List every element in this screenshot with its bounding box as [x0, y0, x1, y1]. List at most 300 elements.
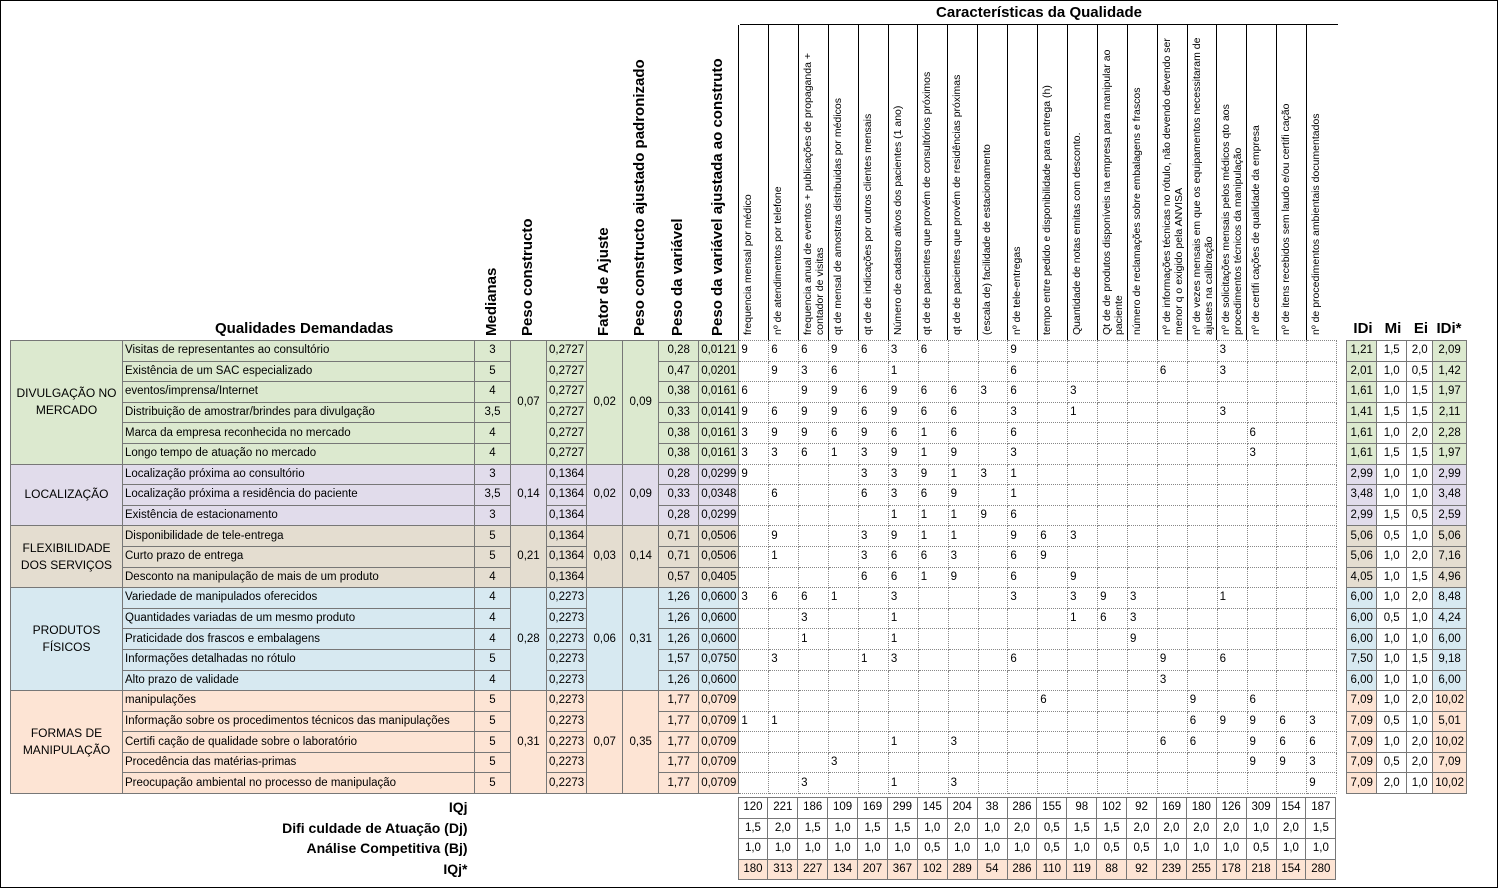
footer-value: 92 — [1127, 798, 1157, 819]
relationship-cell: 6 — [769, 341, 799, 362]
relationship-cell — [1247, 546, 1277, 567]
relationship-cell — [739, 546, 769, 567]
footer-value: 1,0 — [1216, 839, 1246, 860]
relationship-cell: 6 — [1277, 711, 1307, 732]
relationship-cell — [1068, 485, 1098, 506]
relationship-cell — [1127, 485, 1157, 506]
quality-header-2 — [798, 25, 829, 340]
relationship-cell — [829, 505, 859, 526]
relationship-cell — [918, 732, 948, 753]
ei-value: 2,0 — [1407, 423, 1433, 444]
separator — [1337, 567, 1347, 588]
relationship-cell: 3 — [888, 588, 918, 609]
relationship-cell: 9 — [1157, 649, 1187, 670]
mediana: 5 — [475, 711, 511, 732]
relationship-cell: 6 — [918, 382, 948, 403]
peso-variavel-ajustada: 0,0506 — [699, 546, 739, 567]
relationship-cell — [1277, 382, 1307, 403]
relationship-cell — [829, 773, 859, 794]
relationship-cell: 1 — [769, 546, 799, 567]
relationship-cell — [1127, 546, 1157, 567]
relationship-cell — [1098, 567, 1128, 588]
caracteristicas-title: Características da Qualidade — [936, 4, 1142, 21]
mi-value: 1,0 — [1377, 361, 1407, 382]
relationship-cell — [1127, 382, 1157, 403]
peso-variavel-ajustada: 0,0161 — [699, 443, 739, 464]
relationship-cell — [799, 649, 829, 670]
demand-label: Localização próxima a residência do paciente — [123, 485, 475, 506]
quality-header-label: nº de certifi cações de qualidade da empresa — [1250, 125, 1263, 335]
group-name: LOCALIZAÇÃO — [11, 464, 123, 526]
relationship-cell: 6 — [769, 402, 799, 423]
separator — [1337, 752, 1347, 773]
relationship-cell — [769, 382, 799, 403]
relationship-cell — [918, 773, 948, 794]
footer-value: 110 — [1037, 859, 1067, 880]
idi-value: 6,00 — [1347, 608, 1377, 629]
qfd-footer — [10, 797, 1336, 880]
idi-value: 7,09 — [1347, 752, 1377, 773]
footer-label: IQj — [448, 799, 468, 816]
mi-value: 1,0 — [1377, 629, 1407, 650]
relationship-cell: 3 — [799, 608, 829, 629]
relationship-cell — [1157, 608, 1187, 629]
relationship-cell — [1038, 382, 1068, 403]
relationship-cell — [1217, 567, 1247, 588]
relationship-cell: 3 — [858, 526, 888, 547]
peso-variavel: 1,77 — [659, 773, 699, 794]
relationship-cell: 6 — [948, 423, 978, 444]
footer-value: 88 — [1097, 859, 1127, 880]
footer-value: 1,0 — [977, 818, 1007, 839]
relationship-cell — [1038, 670, 1068, 691]
relationship-cell: 3 — [948, 546, 978, 567]
separator — [1337, 505, 1347, 526]
relationship-cell — [799, 752, 829, 773]
relationship-cell — [739, 361, 769, 382]
peso-constructo: 0,07 — [511, 341, 547, 465]
relationship-cell: 3 — [1217, 402, 1247, 423]
mi-value: 0,5 — [1377, 752, 1407, 773]
relationship-cell: 9 — [1068, 567, 1098, 588]
footer-label: IQj* — [443, 861, 468, 878]
relationship-cell — [1157, 382, 1187, 403]
relationship-cell — [1127, 752, 1157, 773]
mediana: 4 — [475, 629, 511, 650]
relationship-cell: 3 — [769, 649, 799, 670]
peso-constructo: 0,31 — [511, 691, 547, 794]
ei-value: 0,5 — [1407, 505, 1433, 526]
idi-value: 2,01 — [1347, 361, 1377, 382]
demand-label: Desconto na manipulação de mais de um produto — [123, 567, 475, 588]
peso-variavel: 1,57 — [659, 649, 699, 670]
relationship-cell: 6 — [1008, 649, 1038, 670]
ei-value: 1,5 — [1407, 402, 1433, 423]
relationship-cell — [978, 711, 1008, 732]
footer-value: 2,0 — [1127, 818, 1157, 839]
relationship-cell: 9 — [888, 526, 918, 547]
demand-label: Marca da empresa reconhecida no mercado — [123, 423, 475, 444]
peso-variavel: 0,71 — [659, 526, 699, 547]
relationship-cell — [1068, 691, 1098, 712]
relationship-cell — [739, 505, 769, 526]
mi-value: 1,0 — [1377, 732, 1407, 753]
relationship-cell: 6 — [1157, 361, 1187, 382]
ei-value: 1,5 — [1407, 649, 1433, 670]
relationship-cell — [1217, 629, 1247, 650]
peso-variavel: 1,26 — [659, 670, 699, 691]
relationship-cell — [1008, 629, 1038, 650]
relationship-cell — [1127, 341, 1157, 362]
relationship-cell — [739, 608, 769, 629]
peso-padronizado: 0,35 — [623, 691, 659, 794]
demand-label: Praticidade dos frascos e embalagens — [123, 629, 475, 650]
relationship-cell — [829, 670, 859, 691]
relationship-cell — [1008, 670, 1038, 691]
relationship-cell — [1277, 423, 1307, 444]
ei-value: 2,0 — [1407, 341, 1433, 362]
quality-header-label: Qt de de produtos disponíveis na empresa para manipular ao paciente — [1100, 49, 1125, 335]
relationship-cell: 9 — [888, 382, 918, 403]
relationship-cell — [1038, 732, 1068, 753]
footer-value: 1,0 — [768, 839, 798, 860]
relationship-cell — [1098, 443, 1128, 464]
relationship-cell — [918, 361, 948, 382]
relationship-cell — [1247, 608, 1277, 629]
relationship-cell — [799, 526, 829, 547]
idi-value: 7,09 — [1347, 711, 1377, 732]
demand-label: manipulações — [123, 691, 475, 712]
relationship-cell: 6 — [1247, 691, 1277, 712]
relationship-cell: 1 — [1008, 485, 1038, 506]
quality-header-label: nº de informações técnicas no rótulo, não devendo devendo ser menor q o exigido pela ANVISA — [1160, 38, 1185, 335]
ei-value: 1,0 — [1407, 526, 1433, 547]
ei-value: 1,0 — [1407, 711, 1433, 732]
relationship-cell — [1307, 464, 1337, 485]
relationship-cell: 1 — [948, 464, 978, 485]
footer-value: 2,0 — [1216, 818, 1246, 839]
group-name: DIVULGAÇÃO NO MERCADO — [11, 341, 123, 465]
relationship-cell — [1068, 464, 1098, 485]
relationship-cell: 9 — [769, 423, 799, 444]
footer-label: Difi culdade de Atuação (Dj) — [282, 819, 468, 836]
peso-variavel: 0,57 — [659, 567, 699, 588]
relationship-cell — [739, 485, 769, 506]
idi-value: 7,09 — [1347, 773, 1377, 794]
footer-value: 154 — [1276, 859, 1306, 880]
separator — [1337, 629, 1347, 650]
idi-value: 6,00 — [1347, 588, 1377, 609]
idi-value: 7,09 — [1347, 691, 1377, 712]
separator — [1337, 691, 1347, 712]
idi-star-value: 5,06 — [1433, 526, 1467, 547]
peso-variavel-ajustada: 0,0299 — [699, 464, 739, 485]
relationship-cell — [799, 670, 829, 691]
demand-label: Longo tempo de atuação no mercado — [123, 443, 475, 464]
footer-value: 1,0 — [1246, 818, 1276, 839]
relationship-cell — [829, 711, 859, 732]
peso-constructo-row: 0,1364 — [547, 567, 587, 588]
relationship-cell — [978, 773, 1008, 794]
relationship-cell — [829, 485, 859, 506]
relationship-cell — [1127, 443, 1157, 464]
relationship-cell: 6 — [1008, 382, 1038, 403]
relationship-cell: 6 — [858, 341, 888, 362]
relationship-cell: 3 — [948, 732, 978, 753]
peso-constructo-row: 0,2727 — [547, 382, 587, 403]
footer-row — [10, 818, 1336, 839]
peso-constructo-row: 0,1364 — [547, 505, 587, 526]
table-row — [11, 649, 1467, 670]
relationship-cell — [888, 711, 918, 732]
footer-value: 1,5 — [1306, 818, 1336, 839]
relationship-cell — [1038, 341, 1068, 362]
relationship-cell — [1217, 691, 1247, 712]
ei-value: 1,0 — [1407, 670, 1433, 691]
separator — [1337, 402, 1347, 423]
relationship-cell: 3 — [888, 341, 918, 362]
relationship-cell — [1247, 382, 1277, 403]
group-name: PRODUTOS FÍSICOS — [11, 588, 123, 691]
idi-value: 6,00 — [1347, 670, 1377, 691]
relationship-cell — [769, 505, 799, 526]
relationship-cell: 3 — [1008, 402, 1038, 423]
relationship-cell — [1098, 711, 1128, 732]
idi-value: 2,99 — [1347, 464, 1377, 485]
relationship-cell: 6 — [858, 402, 888, 423]
relationship-cell — [769, 567, 799, 588]
mediana: 3,5 — [475, 485, 511, 506]
footer-value: 0,5 — [1037, 839, 1067, 860]
quality-header-label: nº de itens recebidos sem laudo e/ou certifi cação — [1280, 103, 1293, 335]
footer-value: 145 — [917, 798, 947, 819]
quality-header-15 — [1187, 25, 1218, 340]
peso-variavel-ajustada: 0,0600 — [699, 608, 739, 629]
relationship-cell — [1038, 361, 1068, 382]
relationship-cell — [1187, 443, 1217, 464]
table-row — [11, 546, 1467, 567]
peso-constructo-row: 0,2273 — [547, 670, 587, 691]
idi-value: 7,50 — [1347, 649, 1377, 670]
peso-constructo-row: 0,2273 — [547, 773, 587, 794]
relationship-cell: 1 — [888, 361, 918, 382]
relationship-cell — [1098, 485, 1128, 506]
relationship-cell: 1 — [918, 567, 948, 588]
relationship-cell — [1247, 670, 1277, 691]
table-row — [11, 382, 1467, 403]
idi-star-value: 2,11 — [1433, 402, 1467, 423]
peso-constructo-row: 0,2727 — [547, 341, 587, 362]
relationship-cell — [1068, 649, 1098, 670]
demand-label: Disponibilidade de tele-entrega — [123, 526, 475, 547]
relationship-cell: 9 — [829, 402, 859, 423]
mi-value: 1,5 — [1377, 341, 1407, 362]
quality-header-3 — [828, 25, 859, 340]
relationship-cell: 9 — [1247, 752, 1277, 773]
relationship-cell: 9 — [799, 423, 829, 444]
peso-variavel-ajustada: 0,0161 — [699, 423, 739, 444]
relationship-cell — [918, 608, 948, 629]
relationship-cell: 3 — [799, 773, 829, 794]
mi-value: 0,5 — [1377, 608, 1407, 629]
relationship-cell — [1038, 608, 1068, 629]
relationship-cell — [769, 464, 799, 485]
relationship-cell: 9 — [799, 402, 829, 423]
relationship-cell — [1038, 773, 1068, 794]
relationship-cell — [739, 670, 769, 691]
relationship-cell — [1127, 526, 1157, 547]
relationship-cell — [1307, 526, 1337, 547]
relationship-cell: 9 — [1008, 341, 1038, 362]
relationship-cell — [1098, 423, 1128, 444]
relationship-cell — [1187, 608, 1217, 629]
footer-value: 286 — [1007, 798, 1037, 819]
relationship-cell — [978, 752, 1008, 773]
separator — [1337, 588, 1347, 609]
peso-variavel-ajustada: 0,0506 — [699, 526, 739, 547]
idi-star-value: 4,24 — [1433, 608, 1467, 629]
relationship-cell: 3 — [978, 382, 1008, 403]
relationship-cell — [888, 691, 918, 712]
relationship-cell — [829, 608, 859, 629]
peso-variavel: 0,28 — [659, 341, 699, 362]
relationship-cell: 9 — [948, 443, 978, 464]
relationship-cell — [1157, 485, 1187, 506]
relationship-cell — [1157, 567, 1187, 588]
col-header-4: Peso constructo ajustado padronizado — [631, 59, 648, 336]
footer-value: 1,0 — [1156, 839, 1186, 860]
col-header-5: Peso da variável — [669, 218, 686, 336]
table-row — [11, 526, 1467, 547]
table-row — [11, 588, 1467, 609]
relationship-cell — [1038, 423, 1068, 444]
relationship-cell — [1277, 691, 1307, 712]
relationship-cell — [769, 691, 799, 712]
relationship-cell: 9 — [799, 382, 829, 403]
mi-value: 1,0 — [1377, 567, 1407, 588]
quality-header-17 — [1246, 25, 1277, 340]
footer-value: 1,0 — [947, 839, 977, 860]
relationship-cell — [918, 691, 948, 712]
relationship-cell — [1008, 752, 1038, 773]
footer-value: 0,5 — [1097, 839, 1127, 860]
footer-value: 2,0 — [1186, 818, 1216, 839]
relationship-cell: 3 — [1217, 361, 1247, 382]
fator-ajuste: 0,07 — [587, 691, 623, 794]
relationship-cell: 6 — [1187, 711, 1217, 732]
relationship-cell — [1187, 567, 1217, 588]
relationship-cell — [769, 670, 799, 691]
relationship-cell — [1247, 773, 1277, 794]
peso-variavel-ajustada: 0,0141 — [699, 402, 739, 423]
footer-value: 92 — [1127, 859, 1157, 880]
relationship-cell — [1098, 402, 1128, 423]
relationship-cell: 9 — [1277, 752, 1307, 773]
relationship-cell — [829, 691, 859, 712]
quality-header-label: qt de de indicações por outros clientes mensais — [861, 113, 874, 335]
relationship-cell — [1068, 546, 1098, 567]
idi-value: 1,41 — [1347, 402, 1377, 423]
relationship-cell: 9 — [978, 505, 1008, 526]
ei-value: 2,0 — [1407, 546, 1433, 567]
relationship-cell — [1157, 402, 1187, 423]
separator — [1337, 382, 1347, 403]
relationship-cell — [1307, 629, 1337, 650]
relationship-cell: 1 — [1008, 464, 1038, 485]
quality-header-11 — [1067, 25, 1098, 340]
relationship-cell — [1157, 691, 1187, 712]
relationship-cell — [888, 752, 918, 773]
relationship-cell — [1217, 443, 1247, 464]
relationship-cell — [858, 608, 888, 629]
mi-value: 1,5 — [1377, 505, 1407, 526]
relationship-cell — [1307, 505, 1337, 526]
relationship-cell — [1068, 629, 1098, 650]
relationship-cell — [1127, 773, 1157, 794]
relationship-cell — [1098, 691, 1128, 712]
relationship-cell — [1068, 732, 1098, 753]
table-row — [11, 567, 1467, 588]
demand-label: Visitas de representantes ao consultório — [123, 341, 475, 362]
relationship-cell: 1 — [799, 629, 829, 650]
relationship-cell — [1038, 505, 1068, 526]
idi-star-value: 6,00 — [1433, 629, 1467, 650]
footer-value: 313 — [768, 859, 798, 880]
relationship-cell — [1068, 341, 1098, 362]
relationship-cell: 1 — [829, 443, 859, 464]
relationship-cell — [1157, 752, 1187, 773]
relationship-cell: 3 — [858, 546, 888, 567]
footer-value: 1,0 — [1067, 839, 1097, 860]
relationship-cell: 6 — [1008, 546, 1038, 567]
relationship-cell — [1098, 464, 1128, 485]
relationship-cell — [1277, 485, 1307, 506]
relationship-cell — [799, 691, 829, 712]
relationship-cell: 6 — [799, 443, 829, 464]
peso-variavel-ajustada: 0,0600 — [699, 629, 739, 650]
relationship-cell: 9 — [1187, 691, 1217, 712]
mediana: 5 — [475, 526, 511, 547]
relationship-cell — [799, 546, 829, 567]
separator — [1337, 485, 1347, 506]
relationship-cell — [1187, 361, 1217, 382]
relationship-cell: 9 — [1307, 773, 1337, 794]
relationship-cell — [1157, 526, 1187, 547]
relationship-cell: 6 — [888, 567, 918, 588]
idi-value: 3,48 — [1347, 485, 1377, 506]
footer-value: 38 — [977, 798, 1007, 819]
relationship-cell — [1038, 464, 1068, 485]
relationship-cell — [948, 649, 978, 670]
mediana: 3 — [475, 341, 511, 362]
table-row — [11, 341, 1467, 362]
relationship-cell: 3 — [739, 443, 769, 464]
relationship-cell — [829, 464, 859, 485]
relationship-cell: 6 — [918, 341, 948, 362]
table-row — [11, 361, 1467, 382]
relationship-cell: 6 — [1008, 567, 1038, 588]
quality-header-label: frequencia mensal por médico — [742, 194, 754, 335]
relationship-cell — [1157, 711, 1187, 732]
relationship-cell — [978, 361, 1008, 382]
table-row — [11, 691, 1467, 712]
relationship-cell: 3 — [1157, 670, 1187, 691]
relationship-cell — [1247, 588, 1277, 609]
relationship-cell — [1038, 752, 1068, 773]
relationship-cell: 9 — [1098, 588, 1128, 609]
relationship-cell: 1 — [918, 443, 948, 464]
idi-star-value: 10,02 — [1433, 691, 1467, 712]
